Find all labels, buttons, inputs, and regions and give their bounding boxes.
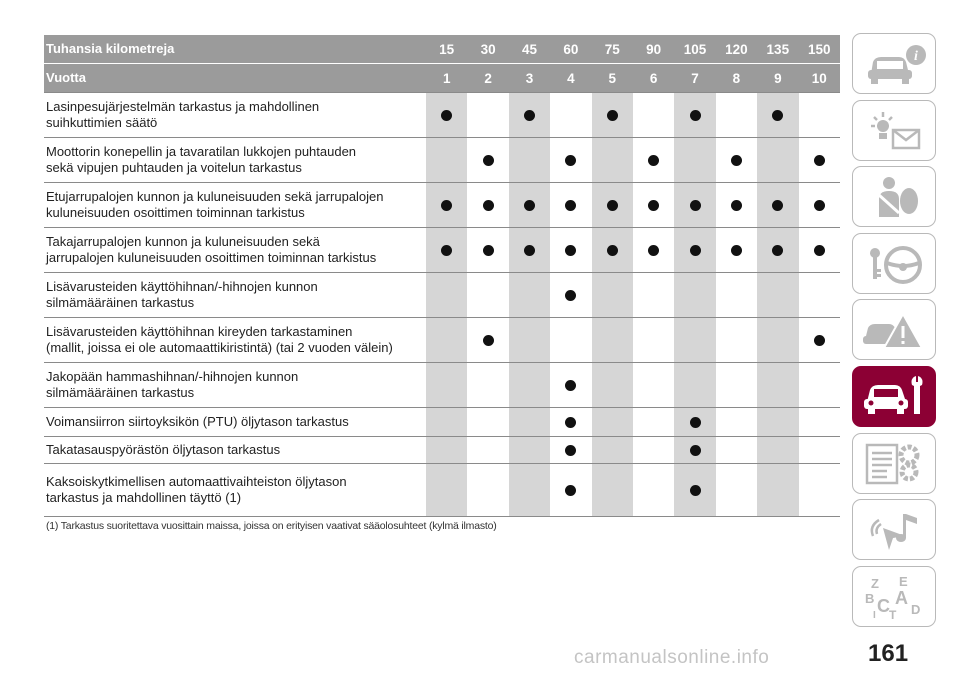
header-row-kilometers bbox=[44, 35, 840, 64]
schedule-cell bbox=[633, 437, 674, 463]
schedule-cell bbox=[633, 318, 674, 362]
table-bottom-rule bbox=[44, 516, 840, 517]
nav-tile-airbag[interactable] bbox=[852, 166, 936, 227]
schedule-cell bbox=[716, 273, 757, 317]
schedule-cell bbox=[799, 183, 840, 227]
schedule-cell bbox=[426, 93, 467, 137]
row-label bbox=[44, 273, 426, 317]
scheduled-dot bbox=[524, 200, 535, 211]
index-letter: B bbox=[865, 591, 875, 607]
row-label bbox=[44, 138, 426, 182]
scheduled-dot bbox=[524, 110, 535, 121]
row-label bbox=[44, 183, 426, 227]
scheduled-dot bbox=[483, 245, 494, 256]
table-row bbox=[44, 227, 840, 272]
schedule-cell bbox=[799, 93, 840, 137]
header-km-cell: 60 bbox=[563, 41, 579, 57]
schedule-cell bbox=[716, 318, 757, 362]
header-year-cell: 10 bbox=[811, 70, 827, 86]
schedule-cell bbox=[633, 93, 674, 137]
car-maintenance-icon bbox=[859, 372, 929, 420]
scheduled-dot bbox=[607, 110, 618, 121]
schedule-cell bbox=[509, 183, 550, 227]
schedule-cell bbox=[799, 273, 840, 317]
nav-tile-starting-driving[interactable] bbox=[852, 233, 936, 294]
schedule-cell bbox=[426, 183, 467, 227]
row-label-line: tarkastus ja mahdollinen täyttö (1) bbox=[46, 490, 242, 505]
page-number: 161 bbox=[868, 640, 909, 667]
index-letter: A bbox=[895, 588, 908, 609]
row-label-line: Jakopään hammashihnan/-hihnojen kunnon bbox=[46, 369, 299, 384]
schedule-cell bbox=[467, 464, 508, 516]
header-year-cell: 9 bbox=[774, 70, 782, 86]
schedule-cell bbox=[592, 93, 633, 137]
scheduled-dot bbox=[524, 245, 535, 256]
table-row bbox=[44, 317, 840, 362]
schedule-cell bbox=[633, 273, 674, 317]
schedule-cell bbox=[799, 228, 840, 272]
schedule-cell bbox=[509, 408, 550, 436]
row-label-line: Lasinpesujärjestelmän tarkastus ja mahdollinen bbox=[46, 99, 320, 114]
nav-tile-maintenance[interactable] bbox=[852, 366, 936, 427]
schedule-cell bbox=[467, 273, 508, 317]
schedule-cell bbox=[426, 437, 467, 463]
table-row bbox=[44, 407, 840, 436]
row-label bbox=[44, 363, 426, 407]
scheduled-dot bbox=[731, 245, 742, 256]
schedule-cell bbox=[592, 464, 633, 516]
schedule-cell bbox=[467, 183, 508, 227]
schedule-cell bbox=[509, 464, 550, 516]
schedule-cell bbox=[426, 273, 467, 317]
row-label-line: Lisävarusteiden käyttöhihnan kireyden tarkastaminen bbox=[46, 324, 353, 339]
schedule-cell bbox=[716, 408, 757, 436]
schedule-cell bbox=[509, 138, 550, 182]
schedule-cell bbox=[426, 228, 467, 272]
schedule-cell bbox=[633, 183, 674, 227]
schedule-cell bbox=[633, 464, 674, 516]
schedule-cell bbox=[674, 183, 715, 227]
scheduled-dot bbox=[565, 485, 576, 496]
schedule-cell bbox=[550, 228, 591, 272]
scheduled-dot bbox=[441, 200, 452, 211]
footnote: (1) Tarkastus suoritettava vuosittain maissa, joissa on erityisen vaativat sääolosuhteet (kylmä ilmasto) bbox=[46, 520, 497, 532]
scheduled-dot bbox=[690, 200, 701, 211]
schedule-cell bbox=[592, 228, 633, 272]
schedule-cell bbox=[674, 228, 715, 272]
schedule-cell bbox=[716, 464, 757, 516]
scheduled-dot bbox=[483, 155, 494, 166]
row-label-line: Takatasauspyörästön öljytason tarkastus bbox=[46, 442, 281, 457]
scheduled-dot bbox=[565, 445, 576, 456]
schedule-cell bbox=[592, 318, 633, 362]
scheduled-dot bbox=[690, 110, 701, 121]
header-km-cell: 150 bbox=[807, 41, 831, 57]
car-info-icon bbox=[859, 40, 929, 88]
row-label-line: Lisävarusteiden käyttöhihnan/-hihnojen kunnon bbox=[46, 279, 318, 294]
schedule-cell bbox=[674, 408, 715, 436]
schedule-cell bbox=[426, 408, 467, 436]
scheduled-dot bbox=[690, 417, 701, 428]
scheduled-dot bbox=[648, 200, 659, 211]
schedule-cell bbox=[757, 408, 798, 436]
schedule-cell bbox=[509, 437, 550, 463]
schedule-cell bbox=[592, 437, 633, 463]
header-row-years bbox=[44, 64, 840, 92]
scheduled-dot bbox=[814, 335, 825, 346]
row-label-line: silmämääräinen tarkastus bbox=[46, 295, 195, 310]
scheduled-dot bbox=[441, 110, 452, 121]
schedule-cell bbox=[426, 464, 467, 516]
row-label bbox=[44, 318, 426, 362]
scheduled-dot bbox=[441, 245, 452, 256]
scheduled-dot bbox=[565, 290, 576, 301]
table-row bbox=[44, 272, 840, 317]
schedule-cell bbox=[509, 318, 550, 362]
schedule-cell bbox=[757, 437, 798, 463]
schedule-rows bbox=[44, 92, 840, 516]
schedule-cell bbox=[633, 138, 674, 182]
schedule-cell bbox=[467, 93, 508, 137]
scheduled-dot bbox=[483, 200, 494, 211]
schedule-cell bbox=[509, 273, 550, 317]
schedule-cell bbox=[799, 363, 840, 407]
header-year-cell: 6 bbox=[649, 70, 658, 86]
row-label bbox=[44, 93, 426, 137]
row-label bbox=[44, 228, 426, 272]
table-row bbox=[44, 137, 840, 182]
header-km-cell: 30 bbox=[480, 41, 496, 57]
schedule-cell bbox=[674, 138, 715, 182]
schedule-cell bbox=[674, 93, 715, 137]
row-label-line: silmämääräinen tarkastus bbox=[46, 385, 195, 400]
maintenance-schedule-table bbox=[44, 35, 840, 517]
schedule-cell bbox=[467, 318, 508, 362]
schedule-cell bbox=[716, 437, 757, 463]
schedule-cell bbox=[426, 363, 467, 407]
nav-tile-index[interactable] bbox=[852, 566, 936, 627]
schedule-cell bbox=[592, 183, 633, 227]
schedule-cell bbox=[799, 464, 840, 516]
scheduled-dot bbox=[772, 110, 783, 121]
schedule-cell bbox=[799, 318, 840, 362]
scheduled-dot bbox=[731, 155, 742, 166]
scheduled-dot bbox=[814, 200, 825, 211]
schedule-cell bbox=[716, 138, 757, 182]
schedule-cell bbox=[467, 138, 508, 182]
schedule-cell bbox=[550, 363, 591, 407]
accident-warning-icon bbox=[859, 306, 929, 354]
svg-text:i: i bbox=[914, 48, 918, 64]
scheduled-dot bbox=[607, 245, 618, 256]
index-letter: C bbox=[877, 596, 890, 617]
scheduled-dot bbox=[648, 245, 659, 256]
row-label-line: Takajarrupalojen kunnon ja kuluneisuuden sekä bbox=[46, 234, 320, 249]
index-letter: T bbox=[889, 608, 897, 621]
scheduled-dot bbox=[607, 200, 618, 211]
schedule-cell bbox=[426, 318, 467, 362]
table-row bbox=[44, 182, 840, 227]
index-letter: I bbox=[873, 610, 876, 621]
scheduled-dot bbox=[565, 380, 576, 391]
header-year-cell: 8 bbox=[732, 70, 741, 86]
index-letter: Z bbox=[871, 576, 879, 592]
schedule-cell bbox=[550, 437, 591, 463]
technical-data-icon bbox=[859, 439, 929, 487]
scheduled-dot bbox=[483, 335, 494, 346]
scheduled-dot bbox=[565, 155, 576, 166]
row-label-line: kuluneisuuden osoittimen toiminnan tarkistus bbox=[46, 205, 305, 220]
schedule-cell bbox=[757, 138, 798, 182]
nav-tile-car-info[interactable] bbox=[852, 33, 936, 94]
header-km-cell: 105 bbox=[683, 41, 707, 57]
scheduled-dot bbox=[565, 200, 576, 211]
row-label-line: Kaksoiskytkimellisen automaattivaihteiston öljytason bbox=[46, 474, 347, 489]
schedule-cell bbox=[592, 363, 633, 407]
schedule-cell bbox=[799, 437, 840, 463]
schedule-cell bbox=[550, 408, 591, 436]
scheduled-dot bbox=[565, 245, 576, 256]
index-letter: E bbox=[899, 574, 908, 590]
nav-tile-multimedia[interactable] bbox=[852, 499, 936, 560]
header-year-cell: 3 bbox=[525, 70, 534, 86]
header-year-cell: 7 bbox=[691, 70, 699, 86]
table-row bbox=[44, 92, 840, 137]
schedule-cell bbox=[757, 183, 798, 227]
row-label-line: Moottorin konepellin ja tavaratilan lukkojen puhtauden bbox=[46, 144, 357, 159]
scheduled-dot bbox=[814, 155, 825, 166]
index-letter: D bbox=[911, 602, 921, 618]
schedule-cell bbox=[674, 464, 715, 516]
header-year-cell: 5 bbox=[608, 70, 617, 86]
row-label bbox=[44, 408, 426, 436]
schedule-cell bbox=[633, 228, 674, 272]
multimedia-icon bbox=[859, 506, 929, 554]
schedule-cell bbox=[550, 318, 591, 362]
schedule-cell bbox=[716, 183, 757, 227]
schedule-cell bbox=[799, 138, 840, 182]
header-km-cell: 120 bbox=[725, 41, 748, 57]
schedule-cell bbox=[426, 138, 467, 182]
schedule-cell bbox=[674, 273, 715, 317]
scheduled-dot bbox=[690, 445, 701, 456]
header-km-label: Tuhansia kilometreja bbox=[44, 35, 426, 63]
schedule-cell bbox=[550, 93, 591, 137]
scheduled-dot bbox=[690, 245, 701, 256]
schedule-cell bbox=[757, 273, 798, 317]
nav-tile-dashboard-lights[interactable] bbox=[852, 100, 936, 161]
nav-tile-technical-data[interactable] bbox=[852, 433, 936, 494]
scheduled-dot bbox=[690, 485, 701, 496]
airbag-passenger-icon bbox=[859, 173, 929, 221]
schedule-cell bbox=[467, 228, 508, 272]
header-km-cell: 15 bbox=[439, 41, 455, 57]
schedule-cell bbox=[757, 318, 798, 362]
schedule-cell bbox=[550, 138, 591, 182]
scheduled-dot bbox=[648, 155, 659, 166]
row-label-line: suihkuttimien säätö bbox=[46, 115, 158, 130]
nav-tile-emergency[interactable] bbox=[852, 299, 936, 360]
table-row bbox=[44, 463, 840, 516]
row-label-line: jarrupalojen kuluneisuuden osoittimen toiminnan tarkistus bbox=[46, 250, 377, 265]
table-row bbox=[44, 436, 840, 463]
watermark: carmanualsonline.info bbox=[574, 647, 770, 668]
schedule-cell bbox=[716, 363, 757, 407]
header-km-cell: 90 bbox=[646, 41, 662, 57]
schedule-cell bbox=[716, 93, 757, 137]
schedule-cell bbox=[509, 363, 550, 407]
schedule-cell bbox=[550, 273, 591, 317]
schedule-cell bbox=[592, 138, 633, 182]
schedule-cell bbox=[799, 408, 840, 436]
scheduled-dot bbox=[772, 245, 783, 256]
row-label-line: (mallit, joissa ei ole automaattikiristintä) (tai 2 vuoden välein) bbox=[46, 340, 393, 355]
header-year-cell: 1 bbox=[442, 70, 451, 86]
schedule-cell bbox=[674, 437, 715, 463]
row-label-line: Etujarrupalojen kunnon ja kuluneisuuden sekä jarrupalojen bbox=[46, 189, 384, 204]
key-steering-wheel-icon bbox=[859, 239, 929, 287]
schedule-cell bbox=[716, 228, 757, 272]
header-year-label: Vuotta bbox=[44, 64, 426, 92]
scheduled-dot bbox=[814, 245, 825, 256]
schedule-cell bbox=[592, 408, 633, 436]
row-label-line: sekä vipujen puhtauden ja voitelun tarkastus bbox=[46, 160, 302, 175]
alphabetical-index-icon bbox=[859, 572, 929, 620]
schedule-cell bbox=[467, 408, 508, 436]
schedule-cell bbox=[757, 93, 798, 137]
schedule-cell bbox=[633, 363, 674, 407]
dashboard-lights-icon bbox=[859, 106, 929, 154]
chapter-nav bbox=[852, 33, 936, 632]
scheduled-dot bbox=[565, 417, 576, 428]
row-label bbox=[44, 437, 426, 463]
schedule-cell bbox=[592, 273, 633, 317]
schedule-cell bbox=[509, 228, 550, 272]
schedule-cell bbox=[674, 318, 715, 362]
schedule-cell bbox=[467, 437, 508, 463]
schedule-cell bbox=[674, 363, 715, 407]
schedule-cell bbox=[757, 464, 798, 516]
header-year-cell: 4 bbox=[567, 70, 575, 86]
table-row bbox=[44, 362, 840, 407]
schedule-cell bbox=[757, 228, 798, 272]
schedule-cell bbox=[509, 93, 550, 137]
header-km-cell: 135 bbox=[766, 41, 790, 57]
header-km-cell: 75 bbox=[604, 41, 620, 57]
schedule-cell bbox=[757, 363, 798, 407]
schedule-cell bbox=[467, 363, 508, 407]
header-year-cell: 2 bbox=[484, 70, 492, 86]
scheduled-dot bbox=[731, 200, 742, 211]
header-km-cell: 45 bbox=[521, 41, 537, 57]
row-label-line: Voimansiirron siirtoyksikön (PTU) öljytason tarkastus bbox=[46, 414, 349, 429]
row-label bbox=[44, 464, 426, 516]
scheduled-dot bbox=[772, 200, 783, 211]
schedule-cell bbox=[633, 408, 674, 436]
schedule-cell bbox=[550, 183, 591, 227]
schedule-cell bbox=[550, 464, 591, 516]
